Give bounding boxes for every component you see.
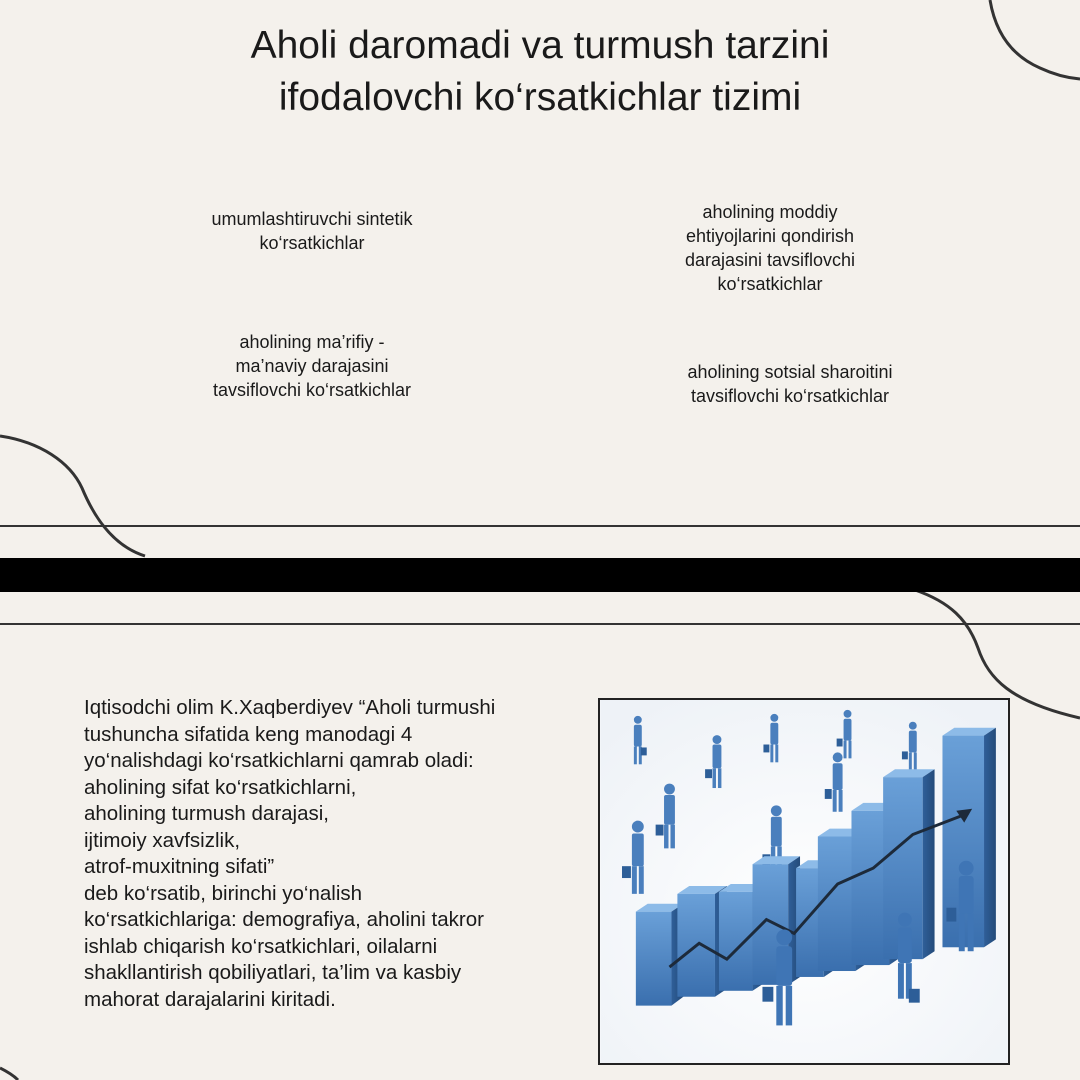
body-line: yo‘nalishdagi ko‘rsatkichlarni qamrab oladi: <box>84 749 474 772</box>
indicator-line: tavsiflovchi ko‘rsatkichlar <box>690 386 890 406</box>
title-line-1: Aholi daromadi va turmush tarzini <box>250 24 830 67</box>
indicator-line: umumlashtiruvchi sintetik <box>211 209 413 229</box>
body-line: aholining sifat ko‘rsatkichlarni, <box>84 775 357 799</box>
page-title <box>150 20 930 124</box>
indicator-line: ko‘rsatkichlar <box>717 274 823 294</box>
body-line: atrof-muxitning sifati” <box>84 855 275 878</box>
divider-line <box>0 623 1080 625</box>
indicator-line: darajasini tavsiflovchi <box>684 250 856 270</box>
body-line: shakllantirish qobiliyatlari, ta’lim va kasbiy <box>84 961 462 984</box>
body-line: Iqtisodchi olim K.Xaqberdiyev “Aholi turmushi <box>84 696 496 719</box>
growth-chart-picture <box>600 700 1008 1063</box>
indicator-line: aholining moddiy <box>702 202 838 222</box>
indicator-social <box>640 360 940 408</box>
black-band <box>0 558 1080 592</box>
body-line: ko‘rsatkichlariga: demografiya, aholini takror <box>84 908 484 931</box>
body-line: deb ko‘rsatib, birinchi yo‘nalish <box>84 881 363 905</box>
indicator-line: ehtiyojlarini qondirish <box>685 226 855 246</box>
indicator-line: aholining ma’rifiy - <box>239 332 385 352</box>
indicator-line: aholining sotsial sharoitini <box>687 362 893 382</box>
indicator-material-needs <box>640 200 900 296</box>
indicator-line: ko‘rsatkichlar <box>259 233 365 253</box>
left-curve <box>0 436 145 556</box>
indicator-line: ma’naviy darajasini <box>235 356 389 376</box>
indicator-synthetic <box>172 207 452 255</box>
indicator-spiritual <box>172 330 452 402</box>
title-line-2: ifodalovchi ko‘rsatkichlar tizimi <box>278 76 802 119</box>
body-line: ishlab chiqarish ko‘rsatkichlari, oilalarni <box>84 934 438 958</box>
bottom-left-curve <box>0 1068 18 1080</box>
top-right-curve <box>990 0 1080 79</box>
body-line: mahorat darajalarini kiritadi. <box>84 987 336 1011</box>
body-line: ijtimoiy xavfsizlik, <box>84 828 241 852</box>
body-paragraph <box>84 695 584 1013</box>
indicator-line: tavsiflovchi ko‘rsatkichlar <box>212 380 412 400</box>
business-growth-illustration <box>598 698 1010 1065</box>
body-line: tushuncha sifatida keng manodagi 4 <box>84 722 413 746</box>
divider-line <box>0 525 1080 527</box>
body-line: aholining turmush darajasi, <box>84 802 329 825</box>
